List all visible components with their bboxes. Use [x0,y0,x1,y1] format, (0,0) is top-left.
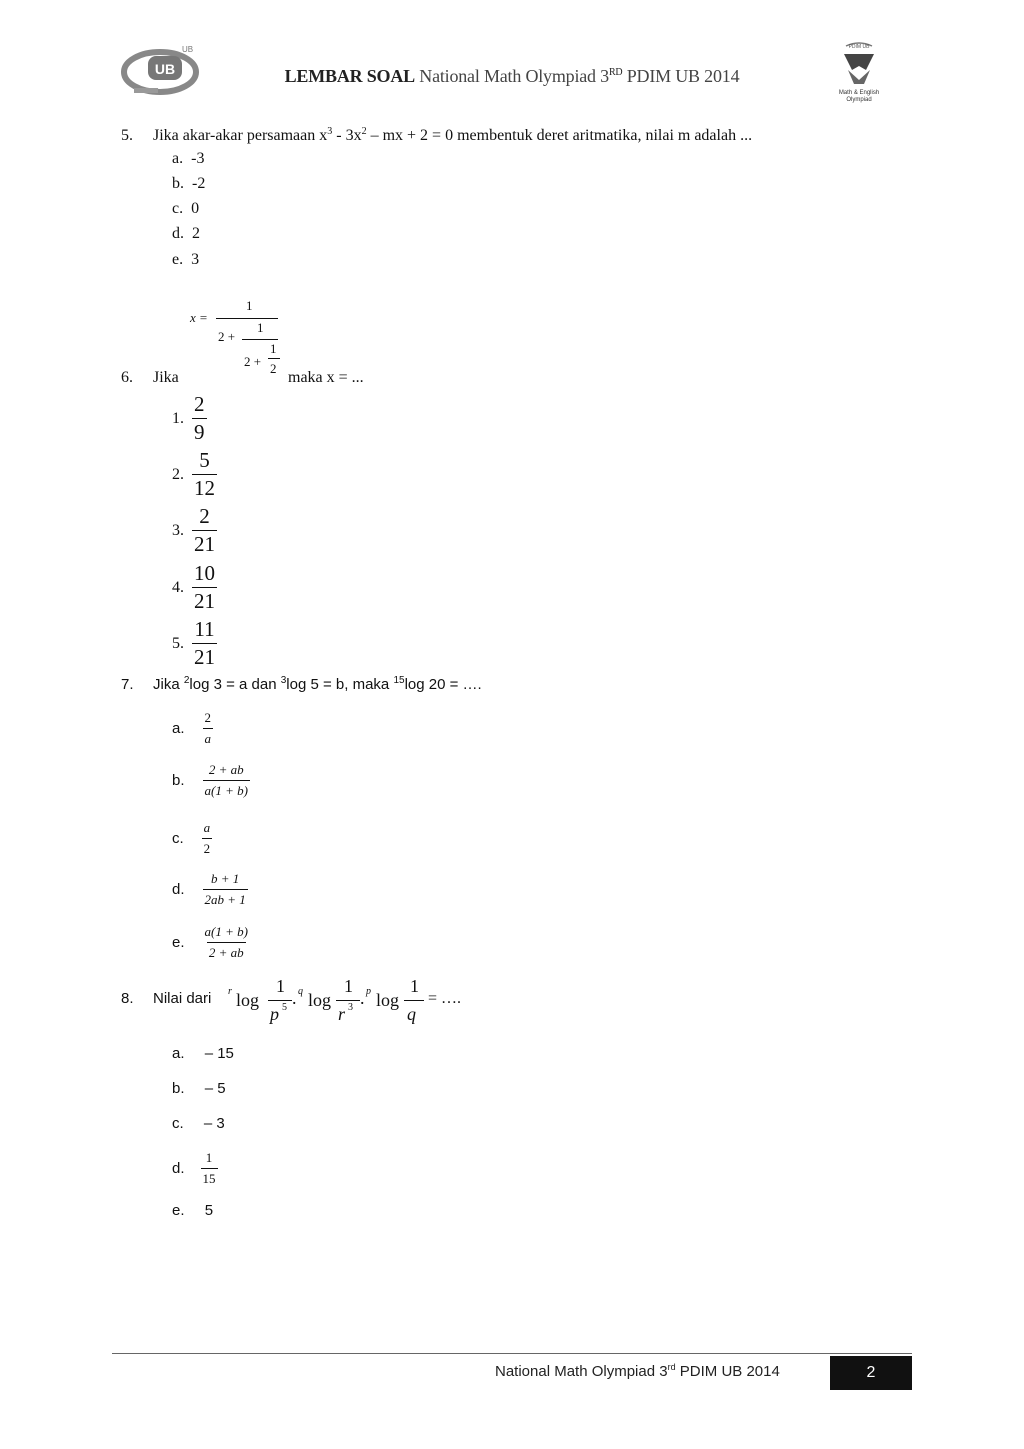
footer-text-a: National Math Olympiad 3 [495,1363,668,1380]
q7-option-e[interactable] [172,922,250,963]
q8-num-2: 1 [344,976,353,996]
option-value: -3 [191,150,205,167]
option-value: – 15 [204,1045,234,1062]
svg-text:Olympiad: Olympiad [846,97,872,103]
option-fraction [192,616,217,671]
q8-option-d[interactable] [172,1148,218,1189]
fraction-denominator: a [203,728,214,749]
q8-den-1-sup: 5 [282,1002,287,1013]
q8-num-3: 1 [410,976,419,996]
q7-sup3: 15 [393,675,405,686]
question-5-text [153,126,752,146]
fraction-numerator: 2 [199,504,210,528]
q6-option-2[interactable] [172,447,217,502]
page-number: 2 [830,1356,912,1390]
q6-formula-half-den: 2 [270,361,277,376]
q5-text-b: - 3x [332,127,362,144]
question-5 [121,126,133,146]
q8-log-3: log [376,990,400,1010]
q5-text-c: – mx + 2 = 0 membentuk deret aritmatika, nilai m adalah ... [366,127,753,144]
question-6-text-a: Jika [153,369,179,386]
option-fraction [203,760,250,801]
q7-text-c: log 5 = b, maka [286,676,394,693]
option-fraction [203,869,248,910]
q6-formula-two-plus-2: 2 + [244,354,262,369]
option-value: 0 [191,200,200,217]
q5-option-a[interactable] [172,150,204,168]
option-fraction [192,391,207,446]
fraction-denominator: 21 [194,532,215,556]
q8-base-q: q [298,986,303,997]
option-value: – 3 [203,1115,225,1132]
question-8-text: Nilai dari [153,990,212,1007]
option-label: e. [172,1202,185,1219]
q8-tail: = …. [428,990,462,1007]
fraction-numerator: 2 + ab [208,762,244,777]
fraction-numerator: 10 [194,561,215,585]
q8-dot-1: . [292,988,297,1008]
q7-option-b[interactable] [172,760,250,801]
header-title-end: PDIM UB 2014 [626,66,740,86]
fraction-numerator: 2 [204,710,212,725]
q8-bar-2 [336,1000,360,1001]
option-label: c. [172,1115,184,1132]
q8-option-a[interactable] [172,1045,234,1062]
fraction-denominator: 9 [194,420,205,444]
fraction-numerator: 1 [205,1150,213,1165]
fraction-denominator: a(1 + b) [203,780,250,801]
svg-text:Math & English: Math & English [838,90,880,96]
option-label: 2. [172,465,184,483]
fraction-numerator: 5 [199,448,210,472]
q5-sup1: 3 [327,126,333,137]
q8-dot-2: . [360,988,365,1008]
q8-option-e[interactable] [172,1202,213,1219]
q5-option-e[interactable] [172,251,199,269]
q7-text-b: log 3 = a dan [189,676,281,693]
q5-text-a: Jika akar-akar persamaan x [153,127,328,144]
q6-formula-two-plus-1: 2 + [218,329,236,344]
footer-divider [112,1353,912,1354]
q7-sup2: 3 [280,675,287,686]
q7-option-a[interactable] [172,708,213,749]
option-fraction [192,503,217,558]
q8-bar-3 [404,1000,424,1001]
footer-title [495,1362,780,1380]
option-fraction [203,922,250,963]
fraction-numerator: 11 [194,617,215,641]
q6-fraction-bar-3 [268,358,280,359]
fraction-numerator: a(1 + b) [204,924,248,939]
q7-sup1: 2 [183,675,190,686]
fraction-denominator: 2 + ab [207,942,246,963]
option-value: 3 [191,251,200,268]
header-title-bold: LEMBAR SOAL [284,66,415,86]
option-fraction [202,818,213,859]
q8-den-1: p [270,1004,279,1024]
fraction-denominator: 21 [194,589,215,613]
q7-text-a: Jika [153,676,184,693]
q8-den-2: r [338,1004,346,1024]
q5-sup2: 2 [361,126,367,137]
q5-option-b[interactable] [172,175,205,193]
q6-formula-half-num: 1 [270,341,277,356]
fraction-numerator: b + 1 [211,871,240,886]
option-label: 4. [172,578,184,596]
option-label: c. [172,830,184,847]
option-label: b. [172,772,185,789]
option-label: e. [172,251,184,268]
q6-formula-lhs: x = [190,310,208,325]
option-label: 3. [172,521,184,539]
question-6-number: 6. [121,369,133,386]
option-fraction [201,1148,218,1189]
option-label: d. [172,1160,185,1177]
fraction-numerator: a [203,820,211,835]
footer-sup: rd [667,1362,676,1372]
q6-fraction-bar-1 [216,318,278,319]
q8-option-b[interactable] [172,1080,226,1097]
q6-option-1[interactable] [172,391,207,446]
question-8-number: 8. [121,990,134,1007]
q6-option-5[interactable] [172,616,217,671]
fraction-denominator: 2 [202,838,213,859]
q5-option-d[interactable] [172,225,200,243]
option-label: a. [172,720,185,737]
q8-log-1: log [236,990,260,1010]
svg-text:UB: UB [154,61,176,77]
q7-option-d[interactable] [172,869,248,910]
q6-formula-one-2: 1 [257,320,264,335]
q6-option-4[interactable] [172,560,217,615]
option-fraction [203,708,214,749]
svg-text:UB: UB [182,45,194,54]
footer-text-b: PDIM UB 2014 [675,1363,780,1380]
q7-option-c[interactable] [172,818,212,859]
option-label: b. [172,1080,185,1097]
q6-formula [190,296,290,384]
option-label: 5. [172,634,184,652]
option-fraction [192,447,217,502]
fraction-denominator: 12 [194,476,215,500]
option-label: 1. [172,409,184,427]
option-label: a. [172,150,184,167]
q6-formula-one: 1 [246,298,253,313]
q5-option-c[interactable] [172,200,199,218]
option-label: d. [172,225,184,242]
option-value: – 5 [204,1080,226,1097]
option-label: c. [172,200,184,217]
q7-text-d: log 20 = …. [404,676,482,693]
question-7-number: 7. [121,676,134,693]
q8-base-p: p [366,986,371,997]
question-5-number: 5. [121,127,133,144]
q8-formula [226,972,466,1032]
option-label: e. [172,934,185,951]
q6-fraction-bar-2 [242,339,278,340]
option-value: 5 [204,1202,214,1219]
option-value: 2 [192,225,200,242]
svg-text:PDIM UB: PDIM UB [848,44,870,50]
fraction-denominator: 15 [201,1168,218,1189]
question-7-text [153,676,482,693]
fraction-numerator: 2 [194,392,205,416]
pdim-logo [826,40,892,106]
q8-bar-1 [268,1000,292,1001]
q8-option-c[interactable] [172,1115,225,1132]
q8-log-2: log [308,990,332,1010]
q8-den-2-sup: 3 [348,1002,353,1013]
fraction-denominator: 2ab + 1 [203,889,248,910]
option-label: b. [172,175,184,192]
option-value: -2 [192,175,206,192]
q8-num-1: 1 [276,976,285,996]
option-label: d. [172,881,185,898]
question-6-text-b: maka x = ... [288,369,364,386]
option-label: a. [172,1045,185,1062]
q8-base-r: r [228,986,232,997]
fraction-denominator: 21 [194,645,215,669]
header-title-main: National Math Olympiad 3 [419,66,609,86]
option-fraction [192,560,217,615]
header-title-sup: RD [608,67,623,78]
q8-den-3: q [407,1004,416,1024]
q6-option-3[interactable] [172,503,217,558]
